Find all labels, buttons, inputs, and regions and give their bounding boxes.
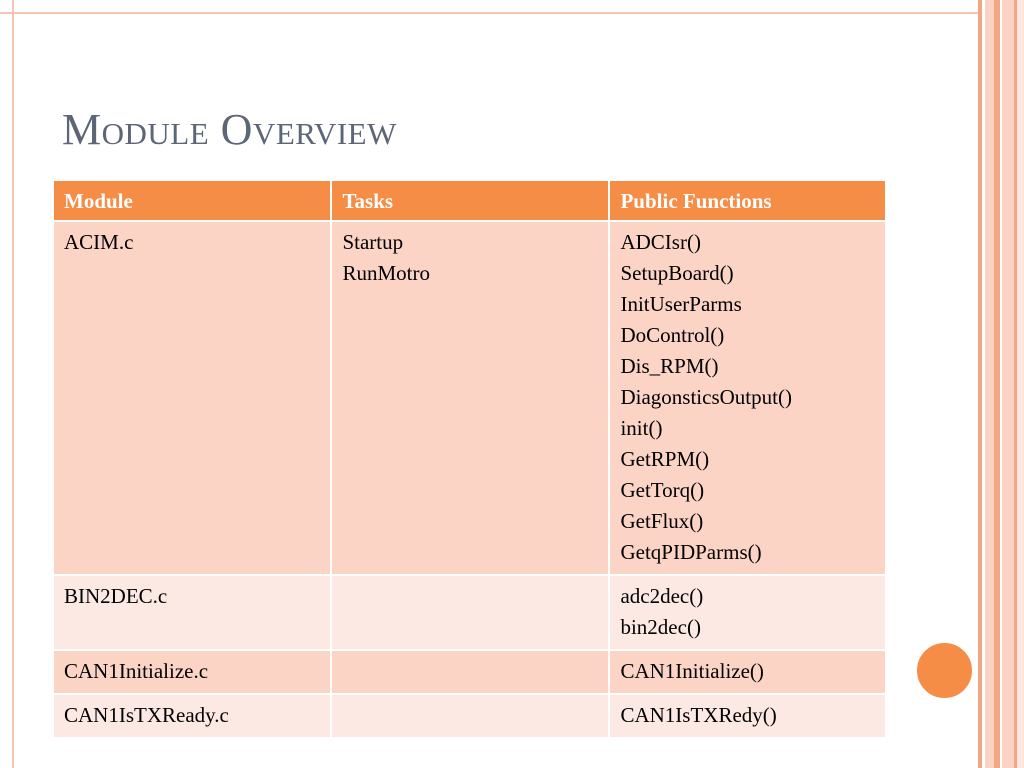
frame-line-top <box>0 12 978 14</box>
decorative-stripe <box>1002 0 1014 768</box>
task-item: Startup <box>342 230 404 254</box>
tasks-cell <box>331 575 609 650</box>
function-item: CAN1Initialize() <box>620 659 764 683</box>
functions-cell <box>609 221 886 575</box>
function-item: SetupBoard() <box>620 261 734 285</box>
table-header-row <box>53 180 886 221</box>
function-item: GetRPM() <box>620 447 710 471</box>
decorative-stripe <box>978 0 982 768</box>
header-public-functions: Public Functions <box>609 180 886 221</box>
table-row <box>53 650 886 694</box>
function-item: ADCIsr() <box>620 230 701 254</box>
function-item: init() <box>620 416 663 440</box>
function-item: GetFlux() <box>620 509 704 533</box>
frame-line-left <box>12 0 14 768</box>
decorative-stripe <box>985 0 994 768</box>
functions-cell <box>609 694 886 738</box>
function-item: GetqPIDParms() <box>620 540 762 564</box>
table-row <box>53 575 886 650</box>
module-cell: CAN1Initialize.c <box>53 650 331 694</box>
function-item: GetTorq() <box>620 478 705 502</box>
header-tasks: Tasks <box>331 180 609 221</box>
tasks-cell <box>331 650 609 694</box>
module-cell: CAN1IsTXReady.c <box>53 694 331 738</box>
functions-cell <box>609 575 886 650</box>
decorative-stripe <box>994 0 1000 768</box>
decorative-stripe <box>1017 0 1024 768</box>
header-module: Module <box>53 180 331 221</box>
function-item: CAN1IsTXRedy() <box>620 703 777 727</box>
function-item: bin2dec() <box>620 615 701 639</box>
functions-cell <box>609 650 886 694</box>
task-item: RunMotro <box>342 261 430 285</box>
table-row <box>53 694 886 738</box>
function-item: DoControl() <box>620 323 725 347</box>
module-cell: ACIM.c <box>53 221 331 575</box>
function-item: InitUserParms <box>620 292 742 316</box>
tasks-cell <box>331 221 609 575</box>
module-table <box>52 179 887 739</box>
function-item: adc2dec() <box>620 584 704 608</box>
module-cell: BIN2DEC.c <box>53 575 331 650</box>
table-row <box>53 221 886 575</box>
tasks-cell <box>331 694 609 738</box>
decorative-circle <box>914 640 975 701</box>
function-item: DiagonsticsOutput() <box>620 385 792 409</box>
function-item: Dis_RPM() <box>620 354 719 378</box>
slide-title: Module Overview <box>62 105 397 154</box>
